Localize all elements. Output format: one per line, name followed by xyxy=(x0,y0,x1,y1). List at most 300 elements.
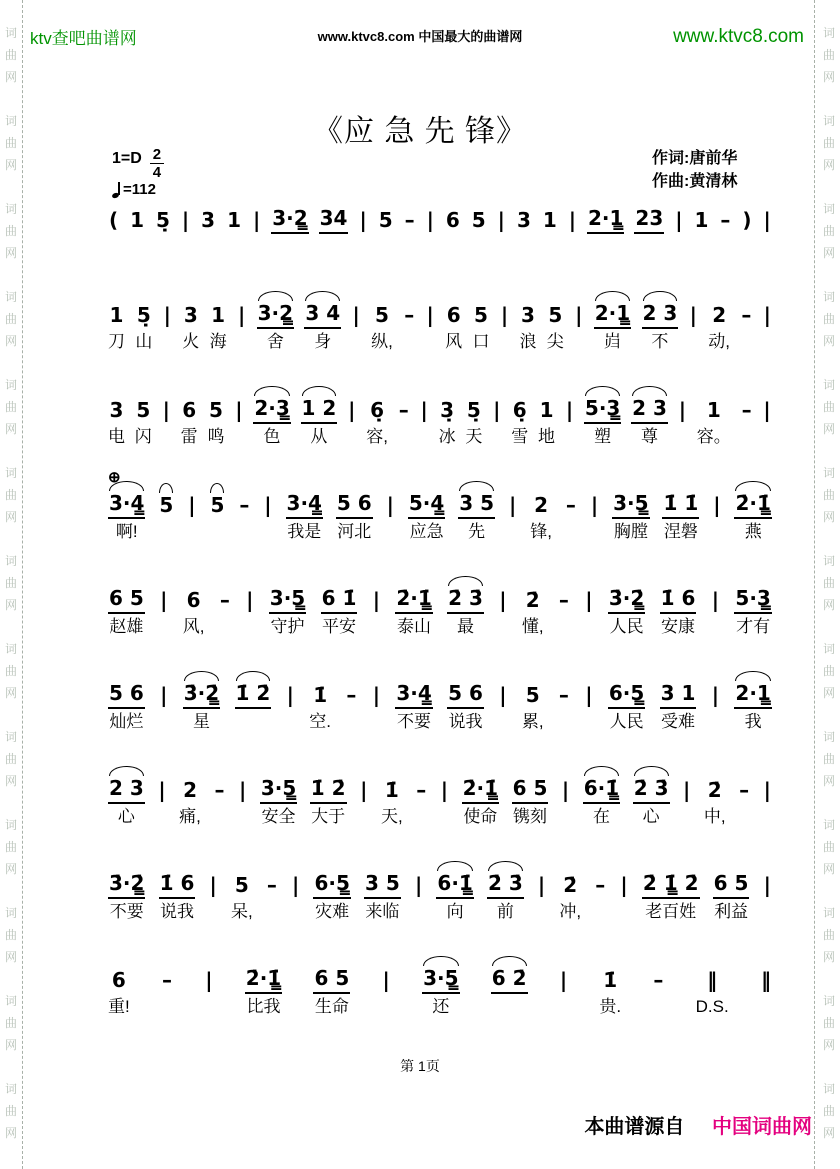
lyric-text: 贵. xyxy=(599,997,622,1016)
note-row xyxy=(108,585,772,638)
note-text: | xyxy=(160,588,168,612)
lyric-text: 天, xyxy=(380,807,403,826)
note-cell xyxy=(162,397,171,448)
note-text: | xyxy=(237,303,246,327)
note-cell xyxy=(599,967,621,1018)
watermark-char: 网 xyxy=(4,70,17,84)
note-text: 3 xyxy=(516,208,531,232)
note-text: | xyxy=(160,683,168,707)
watermark-char: 曲 xyxy=(4,664,17,678)
watermark-char: 词 xyxy=(4,730,17,744)
note-text: ) xyxy=(742,208,752,232)
note-text: – xyxy=(346,683,357,707)
note-cell xyxy=(238,777,247,828)
note-cell xyxy=(537,872,546,923)
note-cell xyxy=(108,207,119,258)
score-line xyxy=(108,870,772,923)
time-numerator: 2 xyxy=(150,146,164,164)
note-cell xyxy=(378,207,394,258)
page-number: 第 1页 xyxy=(400,1058,440,1074)
note-text: 3̇·2̳̇ xyxy=(108,870,145,899)
lyric-text: 河北 xyxy=(337,522,372,541)
note-text: 1 xyxy=(130,208,145,232)
note-cell xyxy=(608,585,645,638)
lyric-text: 纵, xyxy=(371,332,393,351)
note-text: 5 6 xyxy=(447,680,484,709)
lyric-text: 闪 xyxy=(134,427,152,446)
watermark-char: 词 xyxy=(822,466,835,480)
note-text: | xyxy=(585,683,593,707)
note-text: 1̇ 6 xyxy=(159,870,196,899)
lyric-text: 不要 xyxy=(397,712,432,731)
note-cell xyxy=(238,492,250,543)
note-text: | xyxy=(499,588,507,612)
note-cell xyxy=(763,872,772,923)
note-text: | xyxy=(252,208,261,232)
note-text: 1̇ 2̇ xyxy=(310,775,347,804)
note-text: 5 xyxy=(210,493,225,517)
watermark-char: 词 xyxy=(4,642,17,656)
watermark-char: 词 xyxy=(4,114,17,128)
note-text: 6 1̇ xyxy=(321,585,358,614)
note-cell xyxy=(404,207,416,258)
note-cell xyxy=(538,397,555,448)
lyric-text: 雪 xyxy=(511,427,529,446)
note-cell xyxy=(763,302,772,353)
note-text: | xyxy=(348,398,356,422)
score-line xyxy=(108,585,772,638)
note-text: 2 3 xyxy=(631,395,668,424)
note-text: 2 xyxy=(534,493,549,517)
note-cell xyxy=(204,967,213,1018)
note-cell xyxy=(487,870,524,923)
note-text: | xyxy=(500,303,509,327)
watermark-char: 曲 xyxy=(822,664,835,678)
note-cell xyxy=(662,490,699,543)
lyric-text: 山 xyxy=(135,332,153,351)
note-text: 3·2̳ xyxy=(257,300,294,329)
note-text: 3·4̳ xyxy=(286,490,323,519)
note-cell xyxy=(734,585,771,638)
note-text: 3·4̳ xyxy=(395,680,432,709)
note-cell xyxy=(763,777,772,828)
note-cell xyxy=(584,587,593,638)
lyric-text: 比我 xyxy=(246,997,281,1016)
note-text: | xyxy=(499,683,507,707)
note-cell xyxy=(129,207,145,258)
note-text: 3·2̳ xyxy=(271,205,308,234)
lyric-text: 空. xyxy=(309,712,332,731)
composer: 作曲:黄清林 xyxy=(652,173,738,190)
note-cell xyxy=(159,682,168,733)
note-text: | xyxy=(426,303,434,327)
watermark-char: 网 xyxy=(822,422,835,436)
note-text: | xyxy=(683,778,691,802)
note-text: 2·1̳ xyxy=(587,205,624,234)
note-cell xyxy=(207,397,224,448)
note-cell xyxy=(440,777,449,828)
note-text: | xyxy=(711,588,720,612)
note-cell xyxy=(565,397,574,448)
note-cell xyxy=(547,302,564,353)
note-text: – xyxy=(739,778,750,802)
note-cell xyxy=(734,490,771,543)
time-denominator: 4 xyxy=(152,164,162,181)
score-line xyxy=(108,965,772,1018)
note-text: 5·3̳ xyxy=(734,585,771,614)
note-cell xyxy=(269,585,306,638)
note-text: 5 xyxy=(525,683,540,707)
note-cell xyxy=(163,302,172,353)
lyric-text: 动, xyxy=(708,332,731,351)
note-cell xyxy=(561,777,570,828)
note-cell xyxy=(711,682,720,733)
note-text: | xyxy=(585,588,593,612)
lyric-text: 尖 xyxy=(546,332,564,351)
note-cell xyxy=(209,872,218,923)
note-cell xyxy=(741,207,752,258)
note-cell xyxy=(108,775,145,828)
note-text: | xyxy=(689,303,697,327)
watermark-char: 网 xyxy=(4,774,17,788)
note-text: 2·1̳ xyxy=(594,300,631,329)
note-cell xyxy=(179,777,201,828)
note-row xyxy=(108,395,772,448)
note-cell xyxy=(135,302,152,353)
watermark-char: 曲 xyxy=(4,1016,17,1030)
note-text: 6̣ xyxy=(512,398,527,422)
site-name-left: ktv查吧曲谱网 xyxy=(30,29,137,48)
watermark-char: 曲 xyxy=(4,488,17,502)
watermark-char: 网 xyxy=(4,334,17,348)
source-footer xyxy=(584,1110,812,1139)
note-cell xyxy=(271,205,308,258)
lyric-text: 赵雄 xyxy=(109,617,144,636)
note-text: 1 xyxy=(694,208,709,232)
watermark-char: 网 xyxy=(4,158,17,172)
note-text: – xyxy=(595,873,606,897)
note-cell xyxy=(522,682,544,733)
note-cell xyxy=(674,207,683,258)
watermark-char: 曲 xyxy=(822,48,835,62)
note-cell xyxy=(445,207,461,258)
note-cell xyxy=(497,207,506,258)
note-cell xyxy=(263,492,272,543)
note-text: 5 6 xyxy=(336,490,373,519)
lyric-text: 锋, xyxy=(530,522,552,541)
note-text: | xyxy=(163,303,171,327)
note-cell xyxy=(291,872,300,923)
lyric-text: 地 xyxy=(538,427,556,446)
lyric-text: 灾难 xyxy=(315,902,350,921)
note-text: | xyxy=(426,208,434,232)
note-cell xyxy=(200,207,216,258)
note-cell xyxy=(704,777,726,828)
note-cell xyxy=(395,585,432,638)
note-text: 3 xyxy=(183,303,198,327)
note-text: | xyxy=(763,398,771,422)
note-text: 6 xyxy=(446,303,461,327)
note-cell xyxy=(512,775,549,828)
note-text: | xyxy=(559,968,568,992)
note-cell xyxy=(161,967,173,1018)
note-text: 5 xyxy=(548,303,563,327)
note-cell xyxy=(414,872,423,923)
note-text: | xyxy=(678,398,687,422)
note-cell xyxy=(321,585,358,638)
watermark-char: 词 xyxy=(822,114,835,128)
note-cell xyxy=(426,207,435,258)
watermark-char: 曲 xyxy=(4,576,17,590)
watermark-char: 词 xyxy=(822,290,835,304)
note-cell xyxy=(694,207,710,258)
note-text: | xyxy=(590,493,599,517)
note-text: | xyxy=(360,778,368,802)
note-cell xyxy=(286,682,295,733)
note-cell xyxy=(741,397,753,448)
note-text: 2 3 xyxy=(642,300,679,329)
lyric-text: 刀 xyxy=(108,332,125,351)
note-cell xyxy=(500,302,509,353)
watermark-char: 网 xyxy=(822,950,835,964)
note-cell xyxy=(734,680,771,733)
note-cell xyxy=(568,207,577,258)
lyric-text: 应急 xyxy=(409,522,444,541)
lyric-text: 使命 xyxy=(463,807,498,826)
note-text: 6·5̳ xyxy=(313,870,350,899)
lyric-text: 海 xyxy=(209,332,227,351)
lyric-text: 色 xyxy=(263,427,281,446)
note-row xyxy=(108,300,772,353)
note-text: 5̣ xyxy=(156,208,170,232)
note-text: 1 xyxy=(542,208,557,232)
note-text: | xyxy=(420,398,428,422)
lyric-text: 容, xyxy=(366,427,388,446)
lyric-text: 泰山 xyxy=(397,617,432,636)
note-cell xyxy=(519,302,536,353)
lyric-text: 平安 xyxy=(321,617,356,636)
note-text: | xyxy=(493,398,501,422)
note-cell xyxy=(253,395,290,448)
watermark-char: 网 xyxy=(4,246,17,260)
note-row xyxy=(108,680,772,733)
note-cell xyxy=(608,680,645,733)
watermark-char: 网 xyxy=(4,862,17,876)
watermark-char: 网 xyxy=(822,1038,835,1052)
note-text: 2·3̳ xyxy=(253,395,290,424)
key-label: 1=D xyxy=(112,150,142,167)
note-text: | xyxy=(763,208,771,232)
lyric-text: 电 xyxy=(108,427,125,446)
note-text: | xyxy=(440,778,449,802)
lyric-text: 胸膛 xyxy=(613,522,648,541)
note-text: | xyxy=(209,873,217,897)
lyric-text: 口 xyxy=(472,332,490,351)
note-cell xyxy=(565,492,577,543)
lyric-text: 星 xyxy=(192,712,210,731)
lyric-text: 安全 xyxy=(261,807,296,826)
lyric-text: 呆, xyxy=(230,902,253,921)
note-cell xyxy=(587,205,624,258)
note-text: 5 xyxy=(234,873,249,897)
watermark-char: 曲 xyxy=(822,488,835,502)
note-cell xyxy=(398,397,410,448)
note-cell xyxy=(219,587,231,638)
note-text: 5 xyxy=(208,398,223,422)
note-text: 2 xyxy=(183,778,197,802)
note-text: | xyxy=(372,588,380,612)
note-cell xyxy=(347,397,356,448)
lyric-text: 生命 xyxy=(314,997,349,1016)
watermark-char: 网 xyxy=(4,598,17,612)
watermark-char: 词 xyxy=(4,290,17,304)
note-cell xyxy=(234,397,243,448)
watermark-char: 网 xyxy=(822,774,835,788)
lyric-text: 来临 xyxy=(365,902,400,921)
note-cell xyxy=(465,397,482,448)
lyric-text: 老百姓 xyxy=(645,902,697,921)
note-cell xyxy=(445,302,462,353)
note-cell xyxy=(559,967,568,1018)
note-text: | xyxy=(162,398,170,422)
tempo-value: =112 xyxy=(123,181,156,198)
note-text: 3·4̳ xyxy=(108,490,145,519)
watermark-char: 词 xyxy=(822,818,835,832)
lyric-text: D.S. xyxy=(695,997,729,1016)
note-text: – xyxy=(239,493,250,517)
note-cell xyxy=(319,205,349,258)
watermark-char: 曲 xyxy=(4,312,17,326)
note-text: 6 xyxy=(445,208,460,232)
note-text: 3̣ xyxy=(440,398,455,422)
note-text: – xyxy=(214,778,225,802)
note-cell xyxy=(708,302,730,353)
note-cell xyxy=(403,302,415,353)
note-text: | xyxy=(235,398,243,422)
watermark-char: 网 xyxy=(822,510,835,524)
note-cell xyxy=(245,587,254,638)
watermark-char: 词 xyxy=(822,378,835,392)
lyric-text: 尊 xyxy=(641,427,659,446)
note-text: 2̇·1̳̇ xyxy=(245,965,282,994)
lyric-text: 最 xyxy=(456,617,474,636)
note-cell xyxy=(135,397,152,448)
note-cell xyxy=(619,872,628,923)
watermark-char: 网 xyxy=(4,950,17,964)
watermark-char: 词 xyxy=(822,642,835,656)
note-cell xyxy=(594,872,606,923)
note-text: | xyxy=(675,208,683,232)
note-text: | xyxy=(181,208,190,232)
lyric-text: 风 xyxy=(445,332,463,351)
note-text: | xyxy=(497,208,505,232)
score-line xyxy=(108,680,772,733)
note-cell xyxy=(310,775,347,828)
note-text: | xyxy=(359,208,367,232)
watermark-char: 词 xyxy=(4,26,17,40)
note-cell xyxy=(558,682,570,733)
note-cell xyxy=(711,587,720,638)
note-text: | xyxy=(372,683,380,707)
lyric-text: 啊! xyxy=(115,522,138,541)
note-cell xyxy=(740,302,752,353)
lyric-text: 受难 xyxy=(661,712,696,731)
note-text: 6 xyxy=(186,588,201,612)
note-cell xyxy=(426,302,435,353)
note-cell xyxy=(642,870,700,923)
note-text: 3 5 xyxy=(458,490,495,519)
note-text: 1̇ xyxy=(603,968,618,992)
note-cell xyxy=(492,397,501,448)
lyric-text: 容。 xyxy=(696,427,731,446)
note-cell xyxy=(386,492,395,543)
note-cell xyxy=(498,587,507,638)
lyric-text: 灿烂 xyxy=(109,712,144,731)
watermark-char: 词 xyxy=(4,378,17,392)
watermark-char: 曲 xyxy=(822,576,835,590)
watermark-char: 曲 xyxy=(4,928,17,942)
note-cell xyxy=(660,680,697,733)
note-text: 1 xyxy=(227,208,241,232)
note-cell xyxy=(301,395,338,448)
note-text: | xyxy=(763,778,771,802)
note-text: | xyxy=(382,968,390,992)
note-text: 2·1̳ xyxy=(734,680,771,709)
note-cell xyxy=(336,490,373,543)
watermark-char: 词 xyxy=(822,1082,835,1096)
note-text: | xyxy=(509,493,517,517)
note-row xyxy=(108,870,772,923)
lyric-text: 人民 xyxy=(609,712,644,731)
watermark-char: 词 xyxy=(822,26,835,40)
note-text: 3̇·2̳̇ xyxy=(183,680,220,709)
note-cell xyxy=(530,492,552,543)
note-cell xyxy=(159,587,168,638)
note-text: 2̇·1̳̇ xyxy=(462,775,499,804)
note-cell xyxy=(584,395,621,448)
note-text: | xyxy=(537,873,546,897)
note-text: – xyxy=(161,968,172,992)
note-text: – xyxy=(219,588,230,612)
watermark-char: 曲 xyxy=(4,400,17,414)
note-text: 1̇ 6 xyxy=(660,585,697,614)
note-cell xyxy=(472,302,489,353)
watermark-char: 曲 xyxy=(822,928,835,942)
note-cell xyxy=(358,207,367,258)
note-cell xyxy=(231,872,253,923)
score-line xyxy=(108,300,772,353)
note-cell xyxy=(182,302,199,353)
lyric-text: 身 xyxy=(314,332,332,351)
note-cell xyxy=(210,302,227,353)
note-cell xyxy=(157,777,166,828)
note-text: 6 2̇ xyxy=(491,965,528,994)
note-text: 1 xyxy=(706,398,721,422)
watermark-char: 曲 xyxy=(4,48,17,62)
note-text: 6̣ xyxy=(370,398,385,422)
note-cell xyxy=(381,777,403,828)
watermark-char: 网 xyxy=(822,246,835,260)
watermark-char: 网 xyxy=(822,70,835,84)
song-title: 《应 急 先 锋》 xyxy=(312,115,527,148)
note-text: 3̇·2̳̇ xyxy=(608,585,645,614)
note-text: – xyxy=(720,208,731,232)
note-text: 3 xyxy=(520,303,535,327)
note-text: 2̇ 3̇ xyxy=(447,585,484,614)
note-text: – xyxy=(404,208,415,232)
note-cell xyxy=(108,585,145,638)
watermark-char: 网 xyxy=(4,1126,17,1140)
